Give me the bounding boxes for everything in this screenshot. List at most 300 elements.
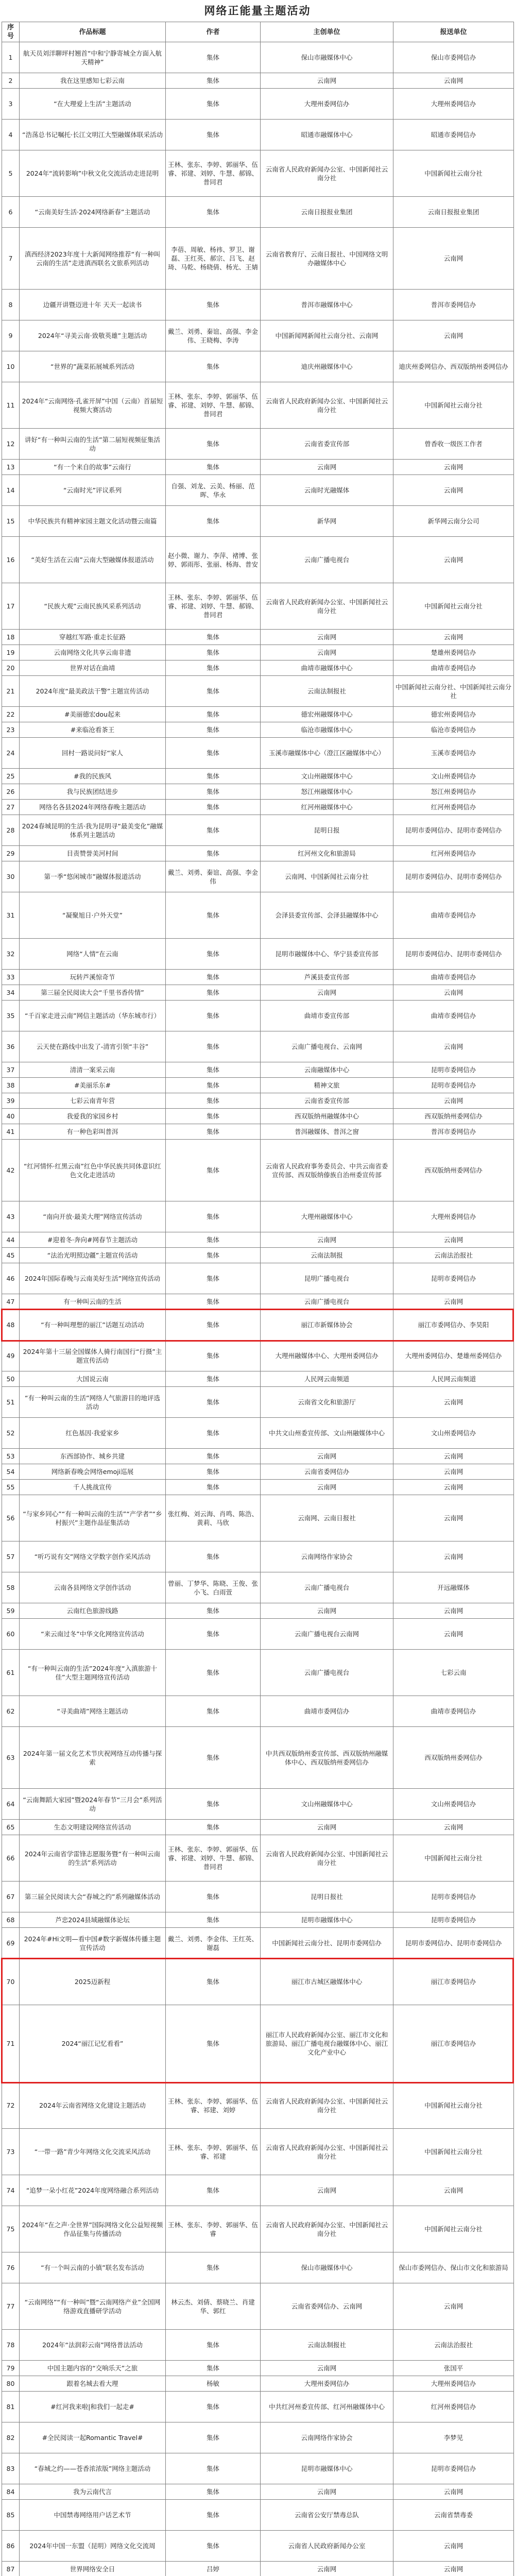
- cell-no: 44: [2, 1232, 20, 1248]
- cell-no: 80: [2, 2376, 20, 2392]
- cell-no: 27: [2, 800, 20, 815]
- cell-sender: 曲靖市委网信办: [393, 1001, 514, 1031]
- cell-author: 集体: [166, 1263, 261, 1294]
- cell-sender: 中国新闻社云南分社: [393, 2206, 514, 2252]
- cell-title: “民族大观”云南民族风采系列活动: [20, 583, 166, 630]
- cell-no: 16: [2, 537, 20, 583]
- table-row: [2, 2376, 514, 2392]
- cell-author: 集体: [166, 939, 261, 970]
- table-row: [2, 1727, 514, 1789]
- cell-author: 王林、张东、李婷、郭丽华、伍睿、祁建、刘婷: [166, 2082, 261, 2129]
- table-row: [2, 2453, 514, 2484]
- cell-title: #迎着冬·奔向#网春节主题活动: [20, 1232, 166, 1248]
- cell-sender: 昭通市委网信办: [393, 120, 514, 150]
- cell-creator: 保山市融媒体中心: [261, 42, 393, 73]
- cell-author: 集体: [166, 707, 261, 722]
- cell-no: 63: [2, 1727, 20, 1789]
- cell-author: 集体: [166, 2422, 261, 2453]
- table-row: [2, 769, 514, 784]
- table-row: [2, 42, 514, 73]
- cell-title: 清清一案采云南: [20, 1062, 166, 1078]
- cell-author: 集体: [166, 722, 261, 738]
- cell-creator: 昆明市融媒体中心、华宁县委宣传部: [261, 939, 393, 970]
- table-row: [2, 1912, 514, 1928]
- cell-creator: 普洱融媒体、普洱之窗: [261, 1124, 393, 1140]
- cell-author: 吕婷: [166, 2562, 261, 2576]
- cell-no: 84: [2, 2484, 20, 2500]
- cell-sender: 李梦见: [393, 2422, 514, 2453]
- cell-title: 2024年云南省学雷锋志愿服务暨“有一种叫云南的生活”系列活动: [20, 1835, 166, 1882]
- cell-title: “云南美好生活·2024网络新春”主题活动: [20, 197, 166, 228]
- cell-sender: 云南网: [393, 1603, 514, 1619]
- cell-title: 世界网络安全日: [20, 2562, 166, 2576]
- cell-creator: 云南网: [261, 1449, 393, 1464]
- cell-author: 李蓓、周敏、杨祎、罗卫、谢磊、王红英、郝宗、吕飞、赵琦、马乾、杨晓倩、杨光、王婧: [166, 228, 261, 290]
- table-row: [2, 2129, 514, 2175]
- cell-sender: 普洱市委网信办: [393, 290, 514, 320]
- table-row: [2, 429, 514, 460]
- cell-sender: 普洱市委网信办: [393, 1124, 514, 1140]
- cell-author: 集体: [166, 2330, 261, 2361]
- cell-creator: 精神文旅: [261, 1078, 393, 1093]
- cell-creator: 文山州融媒体中心: [261, 1789, 393, 1820]
- cell-creator: 德宏州融媒体中心: [261, 707, 393, 722]
- cell-title: “云南舞蹈大家园”暨2024年春节“三月会”系列活动: [20, 1789, 166, 1820]
- cell-sender: 昆明市委网信办、昆明市委网信办: [393, 1928, 514, 1959]
- cell-title: “凝聚旭日·户外天堂”: [20, 892, 166, 939]
- cell-title: 讲好“有一种叫云南的生活”第二届短视频征集活动: [20, 429, 166, 460]
- cell-title: 2024年云南省网络文化建设主题活动: [20, 2082, 166, 2129]
- cell-no: 81: [2, 2392, 20, 2422]
- cell-sender: 文山州委网信办: [393, 1789, 514, 1820]
- table-row: [2, 2392, 514, 2422]
- table-row: [2, 150, 514, 197]
- cell-sender: 曲靖市委网信办: [393, 1696, 514, 1727]
- table-row: [2, 583, 514, 630]
- cell-creator: 云南广播电视台: [261, 537, 393, 583]
- cell-author: 集体: [166, 1140, 261, 1201]
- cell-creator: 云南省文化和旅游厅: [261, 1387, 393, 1418]
- cell-sender: 迪庆州委网信办、西双版纳州委网信办: [393, 351, 514, 382]
- header-creator: 主创单位: [261, 22, 393, 42]
- cell-title: 云天使在路线中出发了-清宵引领“丰谷”: [20, 1031, 166, 1062]
- cell-no: 36: [2, 1031, 20, 1062]
- cell-title: 2024年“流转影响”中秋文化交流活动走进昆明: [20, 150, 166, 197]
- cell-creator: 云南省委宣传部: [261, 429, 393, 460]
- cell-no: 19: [2, 645, 20, 660]
- cell-author: 集体: [166, 73, 261, 89]
- cell-no: 29: [2, 846, 20, 861]
- cell-title: “红河情怀·红黑云南”红色中华民族共同体意识红色文化走进活动: [20, 1140, 166, 1201]
- cell-sender: 云南网: [393, 1093, 514, 1109]
- cell-title: “有一种叫理想的丽江”话题互动活动: [20, 1310, 166, 1341]
- cell-author: 杨敏: [166, 2376, 261, 2392]
- cell-creator: 中国新闻网新闻社云南分社、云南网: [261, 320, 393, 351]
- cell-author: 集体: [166, 351, 261, 382]
- cell-author: 王林、张东、李婷、郭丽华、伍睿、祁建、刘婷、牛慧、郝锦、普同君: [166, 583, 261, 630]
- cell-sender: 西双版纳州委网信办: [393, 1140, 514, 1201]
- cell-title: 有一种叫云南的生活: [20, 1294, 166, 1310]
- cell-title: 云南红色旅游线路: [20, 1603, 166, 1619]
- cell-sender: 云南网: [393, 1387, 514, 1418]
- cell-sender: 云南网: [393, 1820, 514, 1835]
- cell-sender: 云南省禁毒委: [393, 2500, 514, 2531]
- cell-no: 83: [2, 2453, 20, 2484]
- cell-title: 我与民族团结进步: [20, 784, 166, 800]
- cell-author: 集体: [166, 1619, 261, 1650]
- table-row: [2, 2283, 514, 2330]
- cell-creator: 云南广播电视台: [261, 1294, 393, 1310]
- table-row: [2, 784, 514, 800]
- cell-title: 千人挑战宣传: [20, 1480, 166, 1495]
- cell-no: 48: [2, 1310, 20, 1341]
- cell-sender: 红河州委网信办: [393, 846, 514, 861]
- cell-sender: 云南网: [393, 1232, 514, 1248]
- cell-title: 云南网络文化共享云南非遗: [20, 645, 166, 660]
- table-row: [2, 1109, 514, 1124]
- table-row: [2, 1464, 514, 1480]
- cell-creator: 中国新闻社云南分社、昆明市委网信办: [261, 1928, 393, 1959]
- cell-sender: 中国新闻社云南分社: [393, 2129, 514, 2175]
- cell-author: 王林、张东、李婷、郭丽华、伍睿、祁建、刘婷、牛慧、郝锦、普同君: [166, 150, 261, 197]
- cell-creator: 云南法制报: [261, 1248, 393, 1263]
- cell-sender: 新华网云南分公司: [393, 506, 514, 537]
- cell-creator: 云南广播电视台、云南网: [261, 1031, 393, 1062]
- cell-title: 2024年度“最美政法干警”主题宣传活动: [20, 676, 166, 707]
- table-row: [2, 1062, 514, 1078]
- table-row: [2, 1959, 514, 2005]
- cell-author: 集体: [166, 460, 261, 475]
- cell-title: 2024春城昆明的生活·我为昆明寻“最美变化”融媒体系列主题活动: [20, 815, 166, 846]
- cell-creator: 云南网: [261, 2361, 393, 2376]
- cell-no: 4: [2, 120, 20, 150]
- cell-author: 集体: [166, 815, 261, 846]
- cell-author: 集体: [166, 197, 261, 228]
- cell-no: 13: [2, 460, 20, 475]
- cell-sender: 临沧市委网信办: [393, 722, 514, 738]
- cell-no: 3: [2, 89, 20, 120]
- table-row: [2, 1310, 514, 1341]
- cell-no: 86: [2, 2531, 20, 2562]
- cell-sender: 云南网: [393, 985, 514, 1001]
- cell-creator: 云南省委宣传部: [261, 1093, 393, 1109]
- cell-author: 王林、张东、李婷、郭丽华、伍睿、祁建、刘婷、牛慧、郝锦、普同君: [166, 1835, 261, 1882]
- cell-no: 21: [2, 676, 20, 707]
- cell-no: 17: [2, 583, 20, 630]
- cell-creator: 云南网: [261, 2175, 393, 2206]
- cell-sender: 文山州委网信办: [393, 1418, 514, 1449]
- cell-author: 集体: [166, 89, 261, 120]
- cell-author: 戴兰、刘勇、李金伟、王红英、谢磊: [166, 1928, 261, 1959]
- cell-no: 7: [2, 228, 20, 290]
- table-row: [2, 1263, 514, 1294]
- cell-sender: 中国新闻社云南分社、中国新闻社云南分社: [393, 676, 514, 707]
- cell-title: #美丽德宏dou起来: [20, 707, 166, 722]
- cell-title: 中国禁毒网络用户话艺术节: [20, 2500, 166, 2531]
- cell-sender: 云南网: [393, 1619, 514, 1650]
- cell-creator: 云南省委网信办、云南网: [261, 2283, 393, 2330]
- cell-no: 58: [2, 1572, 20, 1603]
- cell-no: 70: [2, 1959, 20, 2005]
- cell-creator: 中共文山州委宣传部、文山州融媒体中心: [261, 1418, 393, 1449]
- cell-sender: 云南网: [393, 1541, 514, 1572]
- cell-creator: 昆明日报: [261, 815, 393, 846]
- cell-creator: 云南法制报社: [261, 676, 393, 707]
- cell-title: 大国说云南: [20, 1371, 166, 1387]
- table-row: [2, 2252, 514, 2283]
- cell-sender: 中国新闻社云南分社: [393, 150, 514, 197]
- cell-author: 戴兰、刘勇、秦谊、高强、李金伟、王晓梅、李涛: [166, 320, 261, 351]
- cell-creator: 大理州委网信办: [261, 89, 393, 120]
- cell-author: 集体: [166, 1959, 261, 2005]
- cell-creator: 大理州融媒体中心、大理州委网信办: [261, 1341, 393, 1371]
- cell-creator: 云南网: [261, 985, 393, 1001]
- cell-sender: 中国新闻社云南分社: [393, 2082, 514, 2129]
- table-row: [2, 1201, 514, 1232]
- cell-author: 集体: [166, 2175, 261, 2206]
- cell-author: 集体: [166, 120, 261, 150]
- table-row: [2, 228, 514, 290]
- cell-author: 集体: [166, 290, 261, 320]
- cell-title: “有一种叫云南的生活”2024年度“入滇旅游十佳”大型主题网络宣传活动: [20, 1650, 166, 1696]
- cell-creator: 云南网、云南日报社: [261, 1495, 393, 1541]
- cell-author: 集体: [166, 1001, 261, 1031]
- cell-title: #来临沧看茶王: [20, 722, 166, 738]
- cell-author: 集体: [166, 1696, 261, 1727]
- table-row: [2, 1789, 514, 1820]
- cell-no: 14: [2, 475, 20, 506]
- cell-creator: 昆明广播电视台: [261, 1263, 393, 1294]
- cell-title: 穿越红军路·重走长征路: [20, 630, 166, 645]
- table-row: [2, 1418, 514, 1449]
- table-row: [2, 939, 514, 970]
- cell-creator: 云南网: [261, 2484, 393, 2500]
- cell-creator: 怒江州融媒体中心: [261, 784, 393, 800]
- cell-author: 集体: [166, 42, 261, 73]
- cell-title: 第三届全民阅读大会“春城之约”系列融媒体活动: [20, 1882, 166, 1912]
- cell-no: 23: [2, 722, 20, 738]
- table-row: [2, 1031, 514, 1062]
- cell-no: 30: [2, 861, 20, 892]
- table-row: [2, 676, 514, 707]
- cell-creator: 丽江市人民政府新闻办公室、丽江市文化和旅游局、丽江广播电视台融媒体中心、丽江文化产业中心: [261, 2005, 393, 2082]
- cell-creator: 云南省委网信办: [261, 1464, 393, 1480]
- cell-title: “千百家走进云南”网信主题活动（华东城市行）: [20, 1001, 166, 1031]
- table-row: [2, 1882, 514, 1912]
- cell-title: 航天员刘洋聊坪村翘首“中和宁静寄城全方面入航天精神”: [20, 42, 166, 73]
- cell-sender: 昆明市委网信办、昆明市委网信办: [393, 939, 514, 970]
- table-row: [2, 1480, 514, 1495]
- cell-title: 东西部协作、城乡共建: [20, 1449, 166, 1464]
- cell-sender: 昆明市委网信办: [393, 1882, 514, 1912]
- table-row: [2, 1572, 514, 1603]
- table-row: [2, 2175, 514, 2206]
- cell-sender: 云南网: [393, 475, 514, 506]
- cell-no: 87: [2, 2562, 20, 2576]
- cell-sender: 张国平: [393, 2361, 514, 2376]
- cell-author: 集体: [166, 1449, 261, 1464]
- cell-author: 集体: [166, 1248, 261, 1263]
- cell-author: 集体: [166, 2252, 261, 2283]
- cell-no: 15: [2, 506, 20, 537]
- cell-title: 网络“人情”在云南: [20, 939, 166, 970]
- cell-sender: 人民网云南频道: [393, 1371, 514, 1387]
- cell-sender: 云南网: [393, 228, 514, 290]
- cell-title: 跟着名城去看大理: [20, 2376, 166, 2392]
- cell-no: 2: [2, 73, 20, 89]
- cell-sender: 云南法治报社: [393, 2330, 514, 2361]
- cell-sender: 玉溪市委网信办: [393, 738, 514, 769]
- cell-no: 53: [2, 1449, 20, 1464]
- cell-no: 38: [2, 1078, 20, 1093]
- table-row: [2, 351, 514, 382]
- cell-no: 72: [2, 2082, 20, 2129]
- cell-creator: 临沧市融媒体中心: [261, 722, 393, 738]
- cell-title: “有一种叫云南的生活”网络人气旅游目的地评选活动: [20, 1387, 166, 1418]
- cell-creator: 云南网: [261, 2562, 393, 2576]
- cell-creator: 新华网: [261, 506, 393, 537]
- cell-author: 集体: [166, 1232, 261, 1248]
- cell-creator: 云南省人民政府事务委员会、中共云南省委宣传部、西双版纳傣族自治州委宣传部: [261, 1140, 393, 1201]
- cell-creator: 云南日报报业集团: [261, 197, 393, 228]
- cell-sender: 曾香收一级医工作者: [393, 429, 514, 460]
- cell-author: 集体: [166, 1650, 261, 1696]
- table-row: [2, 861, 514, 892]
- cell-author: 集体: [166, 1603, 261, 1619]
- cell-no: 46: [2, 1263, 20, 1294]
- cell-creator: 云南网: [261, 645, 393, 660]
- cell-no: 68: [2, 1912, 20, 1928]
- cell-title: 2024年“法润彩云南”网络普法活动: [20, 2330, 166, 2361]
- cell-creator: 云南法制报社: [261, 2330, 393, 2361]
- cell-title: “寻美曲靖”网络主题活动: [20, 1696, 166, 1727]
- cell-title: 2024年中国一东盟（昆明）网络文化交流周: [20, 2531, 166, 2562]
- table-row: [2, 846, 514, 861]
- table-row: [2, 197, 514, 228]
- table-row: [2, 1232, 514, 1248]
- table-row: [2, 320, 514, 351]
- cell-author: 戴兰、刘勇、秦谊、高强、李金伟: [166, 861, 261, 892]
- cell-no: 82: [2, 2422, 20, 2453]
- cell-author: 集体: [166, 970, 261, 985]
- cell-title: “在大理爱上生活”主题活动: [20, 89, 166, 120]
- cell-no: 71: [2, 2005, 20, 2082]
- cell-title: 玩转芦溪惊奇节: [20, 970, 166, 985]
- cell-sender: 云南网: [393, 1031, 514, 1062]
- table-row: [2, 2005, 514, 2082]
- cell-title: “来云南过冬”中华文化网络宣传活动: [20, 1619, 166, 1650]
- cell-creator: 云南网络作家协会: [261, 1541, 393, 1572]
- cell-author: 集体: [166, 2500, 261, 2531]
- cell-sender: 德宏州委网信办: [393, 707, 514, 722]
- cell-title: 2024年“在之声·全世界”国际网络文化公益短视频作品征集与传播活动: [20, 2206, 166, 2252]
- cell-no: 50: [2, 1371, 20, 1387]
- cell-sender: 西双版纳州委网信办: [393, 1727, 514, 1789]
- cell-sender: 昆明市委网信办: [393, 1263, 514, 1294]
- table-row: [2, 1371, 514, 1387]
- cell-author: 集体: [166, 1371, 261, 1387]
- cell-author: 集体: [166, 1882, 261, 1912]
- cell-creator: 云南省人民政府新闻办公室: [261, 2531, 393, 2562]
- cell-creator: 云南网: [261, 1480, 393, 1495]
- cell-author: 集体: [166, 1078, 261, 1093]
- table-row: [2, 707, 514, 722]
- cell-title: 红色基因·我爱家乡: [20, 1418, 166, 1449]
- cell-sender: 云南网: [393, 1495, 514, 1541]
- cell-author: 集体: [166, 506, 261, 537]
- cell-author: 王林、张东、李婷、郭丽华、伍睿: [166, 2206, 261, 2252]
- table-row: [2, 660, 514, 676]
- cell-no: 49: [2, 1341, 20, 1371]
- cell-title: 七彩云南青年营: [20, 1093, 166, 1109]
- table-row: [2, 722, 514, 738]
- cell-no: 31: [2, 892, 20, 939]
- cell-no: 28: [2, 815, 20, 846]
- cell-sender: 云南网: [393, 1449, 514, 1464]
- cell-title: “有一个来自的故事”云南行: [20, 460, 166, 475]
- cell-sender: 昆明市委网信办、昆明市委网信办: [393, 815, 514, 846]
- cell-author: 集体: [166, 846, 261, 861]
- cell-title: 2024年第一届文化艺术节庆祝网络互动传播与探索: [20, 1727, 166, 1789]
- table-row: [2, 1001, 514, 1031]
- table-row: [2, 382, 514, 429]
- cell-author: 集体: [166, 676, 261, 707]
- cell-creator: 红河州文化和旅游局: [261, 846, 393, 861]
- cell-sender: 丽江市委网信办: [393, 1959, 514, 2005]
- cell-author: 集体: [166, 2005, 261, 2082]
- cell-creator: 曲靖市融媒体中心: [261, 660, 393, 676]
- cell-creator: 西双版纳州融媒体中心: [261, 1109, 393, 1124]
- cell-sender: 楚雄州委网信办: [393, 645, 514, 660]
- cell-title: #全民阅读一起Romantic Travel#: [20, 2422, 166, 2453]
- cell-no: 55: [2, 1480, 20, 1495]
- table-row: [2, 2082, 514, 2129]
- cell-title: “春城之约——苍香浓浓版”网络主题活动: [20, 2453, 166, 2484]
- cell-title: 中华民族共有精神家园主题文化活动暨云南篇: [20, 506, 166, 537]
- table-row: [2, 970, 514, 985]
- cell-title: “与家乡同心”“有一种叫云南的生活”“产学者”“乡村振兴”主题作品征集活动: [20, 1495, 166, 1541]
- cell-no: 26: [2, 784, 20, 800]
- cell-creator: 昆明市融媒体中心: [261, 2453, 393, 2484]
- cell-no: 51: [2, 1387, 20, 1418]
- cell-sender: 保山市委网信办、保山市文化和旅游局: [393, 2252, 514, 2283]
- cell-author: 集体: [166, 1789, 261, 1820]
- cell-sender: 怒江州委网信办: [393, 784, 514, 800]
- table-row: [2, 2206, 514, 2252]
- cell-creator: 中共红河州委宣传部、红河州融媒体中心: [261, 2392, 393, 2422]
- cell-creator: 云南省教育厅、云南日报社、中国网络文明办融媒体中心: [261, 228, 393, 290]
- cell-title: 回村一路说问好“家人: [20, 738, 166, 769]
- cell-author: 集体: [166, 1093, 261, 1109]
- cell-sender: 云南网: [393, 73, 514, 89]
- cell-sender: 西双版纳州委网信办: [393, 1109, 514, 1124]
- cell-creator: 丽江市新媒体协会: [261, 1310, 393, 1341]
- cell-creator: 云南时光融媒体: [261, 475, 393, 506]
- cell-sender: 红河州委网信办: [393, 2392, 514, 2422]
- cell-author: 集体: [166, 2484, 261, 2500]
- cell-author: 集体: [166, 1109, 261, 1124]
- cell-creator: 文山州融媒体中心: [261, 769, 393, 784]
- table-row: [2, 1541, 514, 1572]
- cell-no: 20: [2, 660, 20, 676]
- cell-author: 集体: [166, 1294, 261, 1310]
- header-title: 作品标题: [20, 22, 166, 42]
- cell-no: 52: [2, 1418, 20, 1449]
- cell-author: 集体: [166, 1541, 261, 1572]
- cell-author: 王林、张东、李婷、郭丽华、伍睿、祁建、刘婷、牛慧、郝锦、普同君: [166, 382, 261, 429]
- cell-creator: 人民网云南频道: [261, 1371, 393, 1387]
- cell-no: 39: [2, 1093, 20, 1109]
